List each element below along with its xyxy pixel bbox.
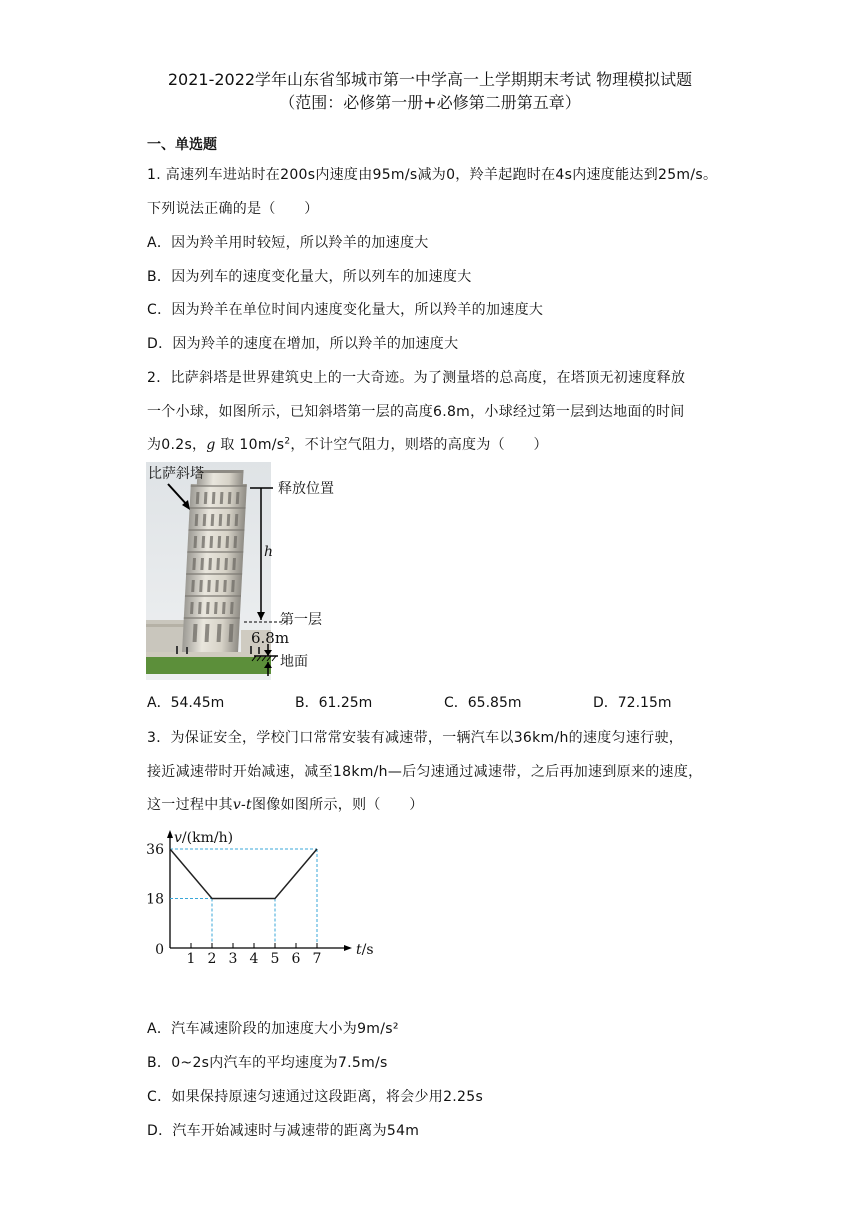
page-title: 2021-2022学年山东省邹城市第一中学高一上学期期末考试 物理模拟试题 xyxy=(167,70,693,89)
q2-option-b: B．61.25m xyxy=(295,695,373,711)
q3-stem-line1: 3．为保证安全，学校门口常常安装有减速带，一辆汽车以36km/h的速度匀速行驶， xyxy=(147,730,684,746)
x-tick-label: 1 xyxy=(186,951,196,967)
vt-graph-svg xyxy=(146,828,386,968)
y-axis-label: v/(km/h) xyxy=(174,830,234,846)
x-axis-label: t/s xyxy=(356,942,374,958)
tower-body xyxy=(182,470,248,652)
q1-stem-line2: 下列说法正确的是（ ） xyxy=(147,201,319,217)
y-tick-label: 18 xyxy=(146,891,164,908)
vt-ticks xyxy=(191,943,317,948)
q2-option-d: D．72.15m xyxy=(593,695,672,711)
q1-option-a: A．因为羚羊用时较短，所以羚羊的加速度大 xyxy=(147,235,429,251)
x-tick-label: 6 xyxy=(291,951,301,967)
y-tick-label: 36 xyxy=(146,842,164,858)
x-tick-label: 7 xyxy=(312,951,322,967)
first-floor-label: 第一层 xyxy=(280,612,322,628)
x-tick-label: 5 xyxy=(270,951,280,967)
section-heading: 一、单选题 xyxy=(147,137,217,153)
y-axis-arrow xyxy=(167,830,173,838)
x-tick-label: 3 xyxy=(228,951,238,967)
q3-option-d: D．汽车开始减速时与减速带的距离为54m xyxy=(147,1123,420,1139)
q2-option-a: A．54.45m xyxy=(147,695,225,711)
vt-series xyxy=(170,849,317,899)
q2-option-c: C．65.85m xyxy=(444,695,522,711)
vt-line xyxy=(170,849,317,899)
vt-axes xyxy=(167,830,352,951)
x-tick-label: 4 xyxy=(249,951,259,967)
vt-graph xyxy=(146,828,386,968)
first-floor-height-label: 6.8m xyxy=(251,629,290,647)
q3-option-a: A．汽车减速阶段的加速度大小为9m/s² xyxy=(147,1021,399,1037)
q3-option-b: B．0~2s内汽车的平均速度为7.5m/s xyxy=(147,1055,388,1071)
ground-label: 地面 xyxy=(280,654,308,670)
q1-option-b: B．因为列车的速度变化量大，所以列车的加速度大 xyxy=(147,269,472,285)
leaning-tower-figure xyxy=(146,462,356,680)
tower-illustration xyxy=(146,462,356,680)
q3-option-c: C．如果保持原速匀速通过这段距离，将会少用2.25s xyxy=(147,1089,484,1105)
q3-stem-line3: 这一过程中其v-t图像如图所示，则（ ） xyxy=(147,797,424,813)
q2-stem-line1: 2．比萨斜塔是世界建筑史上的一大奇迹。为了测量塔的总高度，在塔顶无初速度释放 xyxy=(147,370,686,386)
x-tick-label: 2 xyxy=(207,951,217,967)
origin-label: 0 xyxy=(155,942,164,958)
tower-label: 比萨斜塔 xyxy=(148,466,204,482)
q2-stem-line2: 一个小球，如图所示，已知斜塔第一层的高度6.8m，小球经过第一层到达地面的时间 xyxy=(147,404,685,420)
q1-option-d: D．因为羚羊的速度在增加，所以羚羊的加速度大 xyxy=(147,336,459,352)
page-subtitle: （范围：必修第一册+必修第二册第五章） xyxy=(279,93,581,112)
q1-stem-line1: 1. 高速列车进站时在200s内速度由95m/s减为0，羚羊起跑时在4s内速度能达到25m/s。 xyxy=(147,167,718,183)
release-label: 释放位置 xyxy=(278,481,334,497)
q3-stem-line2: 接近减速带时开始减速，减至18km/h—后匀速通过减速带，之后再加速到原来的速度， xyxy=(147,764,703,780)
h-label: h xyxy=(264,544,274,560)
q2-stem-line3: 为0.2s，g 取 $10m/s^2$，不计空气阻力，则塔的高度为（ ） xyxy=(147,436,548,453)
x-axis-arrow xyxy=(344,945,352,951)
q1-option-c: C．因为羚羊在单位时间内速度变化量大，所以羚羊的加速度大 xyxy=(147,302,544,318)
